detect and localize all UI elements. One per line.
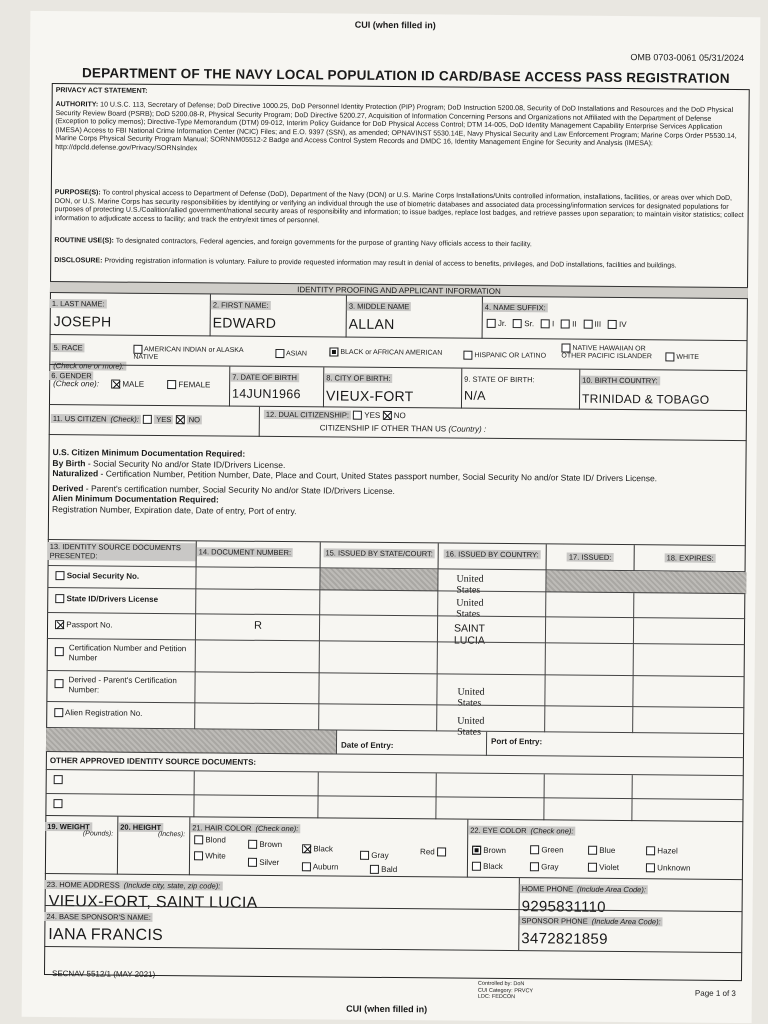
home-address-value: VIEUX-FORT, SAINT LUCIA bbox=[48, 893, 258, 912]
eye-blue-checkbox[interactable] bbox=[588, 846, 597, 855]
weight-field[interactable] bbox=[45, 816, 118, 875]
dual-yes-checkbox[interactable] bbox=[353, 411, 362, 420]
state-of-birth-label: 9. STATE OF BIRTH: bbox=[464, 374, 535, 385]
col-16-header: 16. ISSUED BY COUNTRY: bbox=[445, 549, 539, 560]
form-number: SECNAV 5512/1 (MAY 2021) bbox=[51, 969, 156, 979]
hair-brown-checkbox[interactable] bbox=[248, 840, 257, 849]
race-asian bbox=[275, 349, 307, 358]
home-phone-hint: (Include Area Code): bbox=[576, 884, 646, 895]
alien-checkbox[interactable] bbox=[54, 708, 63, 717]
race-american-indian-label: AMERICAN INDIAN or ALASKA NATIVE bbox=[133, 346, 244, 362]
race-label: 5. RACE bbox=[53, 343, 83, 353]
ssn-checkbox[interactable] bbox=[55, 571, 64, 580]
first-name-value: EDWARD bbox=[212, 314, 277, 331]
eye-hazel-checkbox[interactable] bbox=[646, 847, 655, 856]
eye-black-checkbox[interactable] bbox=[472, 862, 481, 871]
date-of-entry-label: Date of Entry: bbox=[340, 740, 394, 751]
row-sponsor bbox=[44, 905, 742, 953]
other-citizenship-hint: (Country) : bbox=[448, 424, 487, 434]
city-of-birth-value: VIEUX-FORT bbox=[325, 387, 414, 405]
race-asian-checkbox[interactable] bbox=[275, 349, 284, 358]
eye-gray-checkbox[interactable] bbox=[530, 863, 539, 872]
suffix-iii-checkbox[interactable] bbox=[583, 320, 592, 329]
race-native-hawaiian-checkbox[interactable] bbox=[561, 343, 570, 352]
hair-auburn-checkbox[interactable] bbox=[302, 863, 311, 872]
other-citizenship[interactable] bbox=[320, 423, 486, 433]
race-hint: (Check one or more): bbox=[53, 361, 125, 371]
race-white bbox=[665, 352, 699, 361]
us-citizen-field bbox=[49, 405, 259, 437]
suffix-sr-checkbox[interactable] bbox=[513, 319, 522, 328]
race-american-indian bbox=[133, 345, 263, 363]
hair-color-label: 21. HAIR COLOR bbox=[192, 823, 252, 833]
sponsor-name-label: 24. BASE SPONSOR'S NAME: bbox=[46, 912, 151, 922]
race-native-hawaiian bbox=[561, 343, 661, 360]
section-identity: IDENTITY PROOFING AND APPLICANT INFORMATION bbox=[50, 281, 748, 299]
naturalized-line: Naturalized - Certification Number, Petition Number, Date, Place and Court, United States passport number, Social Security No and/or State ID/ Drivers License. bbox=[52, 468, 658, 484]
ldc: LDC: FEDCON bbox=[477, 993, 516, 1001]
suffix-ii-checkbox[interactable] bbox=[561, 320, 570, 329]
derived-country[interactable]: United States bbox=[457, 686, 485, 709]
us-citizen-no-label: NO bbox=[188, 415, 201, 425]
dual-citizenship-label: 12. DUAL CITIZENSHIP: bbox=[265, 409, 350, 420]
gender-label: 6. GENDER bbox=[51, 371, 92, 381]
us-citizen-yes-checkbox[interactable] bbox=[143, 415, 152, 424]
race-american-indian-checkbox[interactable] bbox=[133, 345, 142, 354]
hair-white-checkbox[interactable] bbox=[194, 852, 203, 861]
race-white-label: WHITE bbox=[676, 353, 699, 362]
dual-yes-label: YES bbox=[364, 410, 381, 420]
cui-footer: CUI (when filled in) bbox=[346, 1003, 428, 1015]
sponsor-phone-value: 3472821859 bbox=[521, 930, 608, 948]
hair-black-label: Black bbox=[313, 844, 333, 854]
ssn-label: Social Security No. bbox=[66, 571, 140, 581]
hair-red-checkbox[interactable] bbox=[437, 848, 446, 857]
passport-checkbox[interactable] bbox=[55, 620, 64, 629]
form-title: DEPARTMENT OF THE NAVY LOCAL POPULATION ID CARD/BASE ACCESS PASS REGISTRATION bbox=[81, 65, 730, 86]
us-citizen-yes-label: YES bbox=[156, 414, 172, 425]
disclosure-paragraph: DISCLOSURE: Providing registration information is voluntary. Failure to provide requested information may result in denial of access to benefits, privileges, and DoD installations, facilities and buildings. bbox=[54, 257, 677, 270]
suffix-i-label: I bbox=[551, 319, 555, 329]
home-address-label: 23. HOME ADDRESS bbox=[46, 880, 120, 890]
derived-line: Derived - Parent's certification number, Social Security No and/or State ID/Drivers License. bbox=[52, 482, 396, 496]
other-doc-1-checkbox[interactable] bbox=[54, 775, 63, 784]
eye-unknown-checkbox[interactable] bbox=[646, 864, 655, 873]
suffix-sr-label: Sr. bbox=[524, 319, 535, 329]
home-phone-label: HOME PHONE bbox=[521, 884, 574, 894]
col-13-header: 13. IDENTITY SOURCE DOCUMENTS PRESENTED: bbox=[48, 542, 196, 561]
suffix-iv-checkbox[interactable] bbox=[608, 320, 617, 329]
eye-violet-label: Violet bbox=[599, 862, 620, 873]
name-suffix-field bbox=[482, 297, 748, 341]
gender-male-checkbox[interactable] bbox=[111, 380, 120, 389]
dob-field[interactable] bbox=[229, 367, 323, 408]
port-of-entry-label: Port of Entry: bbox=[491, 736, 543, 747]
hair-white-label: White bbox=[205, 851, 226, 861]
eye-blue-label: Blue bbox=[599, 845, 616, 855]
alien-doc-line: Registration Number, Expiration date, Date of entry, Port of entry. bbox=[52, 504, 297, 517]
routine-paragraph: ROUTINE USE(S): To designated contractors, Federal agencies, and foreign governments for the purpose of granting Navy officials access to their facility. bbox=[54, 237, 532, 249]
first-name-field[interactable] bbox=[210, 294, 346, 337]
suffix-ii-label: II bbox=[572, 319, 577, 329]
eye-green-label: Green bbox=[541, 845, 564, 855]
middle-name-field[interactable] bbox=[346, 296, 482, 339]
middle-name-label: 3. MIDDLE NAME bbox=[348, 301, 410, 312]
cui-category: CUI Category: PRVCY bbox=[477, 987, 534, 994]
weight-label: 19. WEIGHT bbox=[47, 822, 90, 832]
authority-paragraph: AUTHORITY: 10 U.S.C. 113, Secretary of Defense; DoD Directive 1000.25, DoD Personnel Identity Protection (PIP) Program; DoD Instruction 5200.08, Security of DoD Installations and Resources and the DoD Physical Security Review Board (PSRB); DoD 5200.08-R, Physical Security Program; DoD Directive 5200.27, Acquisition of Information Concerning Persons and Organizations not Affiliated with the Department of Defense (Exception to policy memos); Directive-Type Memorandum (DTM) 09-012, Interim Policy Guidance for DoD Physical Access Control; DTM 14-005, DoD Identity Management Capability Enterprise Services Application (IMESA) Access to FBI National Crime Information Center (NCIC) Files; and E.O. 9397 (SSN), as amended; OPNAVINST 5530.14E, Navy Physical Security and Law Enforcement Program; Marine Corps Order P5530.14, Marine Corps Physical Security Program Manual; SORNNM05512-2 Badge and Access Control System Records and DMDC 16, Identity Management Engine for Security and Analysis (IMESA): http://dpcld.defense.gov/Privacy/SORNsIndex bbox=[55, 101, 737, 153]
passport-label: Passport No. bbox=[66, 620, 113, 630]
eye-green-checkbox[interactable] bbox=[530, 846, 539, 855]
sponsor-phone-field[interactable] bbox=[518, 910, 742, 952]
eye-color-field bbox=[467, 820, 743, 880]
sponsor-phone-label: SPONSOR PHONE bbox=[521, 916, 588, 926]
last-name-field[interactable] bbox=[50, 293, 210, 336]
state-id-country[interactable]: United States bbox=[456, 597, 484, 620]
alien-doc-heading: Alien Minimum Documentation Required: bbox=[52, 493, 219, 505]
dual-no-checkbox[interactable] bbox=[382, 411, 391, 420]
height-unit: (Inches): bbox=[157, 830, 186, 839]
passport-country[interactable]: SAINT LUCIA bbox=[453, 622, 485, 647]
hair-gray-label: Gray bbox=[371, 850, 389, 860]
state-id-label: State ID/Drivers License bbox=[66, 594, 159, 604]
gender-female-label: FEMALE bbox=[178, 380, 211, 390]
sponsor-name-field[interactable] bbox=[44, 906, 518, 950]
birth-country-value: TRINIDAD & TOBAGO bbox=[581, 391, 710, 407]
passport-number[interactable]: R bbox=[253, 619, 263, 632]
us-citizen-no-checkbox[interactable] bbox=[175, 416, 184, 425]
cui-header: CUI (when filled in) bbox=[354, 19, 436, 31]
city-of-birth-field[interactable] bbox=[323, 367, 461, 408]
sponsor-name-value: IANA FRANCIS bbox=[48, 926, 164, 945]
col-17-header: 17. ISSUED: bbox=[568, 552, 612, 562]
cert-label: Certification Number and Petition Number bbox=[68, 643, 187, 663]
birth-country-field[interactable] bbox=[579, 370, 747, 411]
col-14-header: 14. DOCUMENT NUMBER: bbox=[198, 547, 292, 558]
birth-country-label: 10. BIRTH COUNTRY: bbox=[582, 375, 658, 386]
sponsor-phone-hint: (Include Area Code): bbox=[591, 916, 661, 927]
eye-violet-checkbox[interactable] bbox=[588, 863, 597, 872]
suffix-jr-checkbox[interactable] bbox=[487, 319, 496, 328]
hair-silver-checkbox[interactable] bbox=[248, 858, 257, 867]
home-phone-field[interactable] bbox=[519, 878, 743, 916]
us-citizen-label: 11. US CITIZEN bbox=[52, 414, 107, 424]
hair-bald-label: Bald bbox=[381, 864, 398, 875]
controlled-by: Controlled by: DoN bbox=[477, 980, 525, 988]
col-18-header: 18. EXPIRES: bbox=[666, 553, 714, 563]
hair-bald-checkbox[interactable] bbox=[370, 865, 379, 874]
ssn-country[interactable]: United States bbox=[456, 573, 484, 596]
other-docs-label: OTHER APPROVED IDENTITY SOURCE DOCUMENTS: bbox=[49, 756, 257, 767]
race-native-hawaiian-label: NATIVE HAWAIIAN OR OTHER PACIFIC ISLANDER bbox=[561, 344, 652, 361]
page-number: Page 1 of 3 bbox=[694, 988, 736, 999]
state-id-checkbox[interactable] bbox=[55, 594, 64, 603]
suffix-i-checkbox[interactable] bbox=[541, 320, 550, 329]
middle-name-value: ALLAN bbox=[348, 315, 395, 333]
suffix-options bbox=[487, 319, 627, 330]
gender-male-label: MALE bbox=[122, 379, 145, 389]
us-doc-heading: U.S. Citizen Minimum Documentation Required: bbox=[52, 447, 246, 459]
hair-auburn-label: Auburn bbox=[312, 862, 339, 872]
other-citizenship-label: CITIZENSHIP IF OTHER THAN US bbox=[319, 423, 447, 434]
alien-label: Alien Registration No. bbox=[65, 708, 143, 718]
derived-label: Derived - Parent's Certification Number: bbox=[68, 675, 177, 695]
race-hispanic-checkbox[interactable] bbox=[463, 351, 472, 360]
gender-female-checkbox[interactable] bbox=[167, 380, 176, 389]
last-name-value: JOSEPH bbox=[53, 313, 112, 330]
hair-blond-label: Blond bbox=[205, 835, 226, 845]
dual-no-label: NO bbox=[393, 411, 406, 421]
race-white-checkbox[interactable] bbox=[665, 352, 674, 361]
row-names bbox=[50, 292, 748, 341]
eye-black-label: Black bbox=[483, 861, 503, 871]
form-page bbox=[22, 11, 761, 1023]
first-name-label: 2. FIRST NAME: bbox=[212, 300, 269, 310]
us-citizen-hint: (Check): bbox=[110, 414, 139, 424]
suffix-iv-label: IV bbox=[619, 319, 627, 330]
privacy-heading: PRIVACY ACT STATEMENT: bbox=[55, 87, 148, 95]
race-black-label: BLACK or AFRICAN AMERICAN bbox=[340, 348, 443, 357]
gender-field bbox=[49, 365, 229, 407]
state-of-birth-field[interactable] bbox=[461, 369, 579, 410]
hair-brown-label: Brown bbox=[259, 839, 283, 850]
eye-unknown-label: Unknown bbox=[657, 863, 691, 873]
home-phone-value: 9295831110 bbox=[521, 898, 606, 916]
hair-color-field bbox=[189, 817, 467, 877]
by-birth-line: By Birth - Social Security No and/or State ID/Drivers License. bbox=[52, 457, 286, 470]
cui-designation bbox=[478, 981, 533, 1001]
weight-unit: (Pounds): bbox=[82, 830, 114, 838]
suffix-jr-label: Jr. bbox=[497, 318, 507, 328]
alien-country[interactable]: United States bbox=[457, 715, 485, 738]
race-hispanic bbox=[463, 351, 546, 361]
hair-silver-label: Silver bbox=[259, 857, 280, 868]
hair-color-hint: (Check one): bbox=[255, 823, 299, 834]
hair-gray-checkbox[interactable] bbox=[360, 851, 369, 860]
city-of-birth-label: 8. CITY OF BIRTH: bbox=[326, 373, 391, 383]
height-field[interactable] bbox=[117, 817, 190, 876]
race-black-checkbox[interactable] bbox=[329, 347, 338, 356]
documentation-requirements bbox=[48, 434, 747, 546]
omb-number: OMB 0703-0061 05/31/2024 bbox=[630, 52, 745, 64]
home-address-hint: (Include city, state, zip code): bbox=[123, 880, 221, 891]
name-suffix-label: 4. NAME SUFFIX: bbox=[484, 302, 546, 313]
eye-hazel-label: Hazel bbox=[657, 846, 678, 856]
eye-color-hint: (Check one): bbox=[530, 826, 574, 836]
purpose-paragraph: PURPOSE(S): To control physical access to Department of Defense (DoD), Department of the Navy (DON) or U.S. Marine Corps Installations/Units controlled information, installations, facilities, or areas over which DoD, DON, or U.S. Marine Corps has security responsibilities by identifying or verifying an individual through the use of biometric databases and associated data processing/information services for designated populations for purposes of protecting U.S./Coalition/allied government/national security areas of responsibility and information; to issue badges, replace lost badges, and retrieve passes upon separation; to maintain visitor statistics; collect information to adjudicate access to facility; and track the entry/exit times of personnel. bbox=[54, 189, 744, 225]
derived-checkbox[interactable] bbox=[54, 679, 63, 688]
hair-red-label: Red bbox=[420, 847, 435, 857]
eye-brown-checkbox[interactable] bbox=[472, 846, 481, 855]
suffix-iii-label: III bbox=[594, 319, 602, 329]
race-black bbox=[329, 347, 442, 357]
race-hispanic-label: HISPANIC OR LATINO bbox=[474, 352, 547, 360]
col-15-header: 15. ISSUED BY STATE/COURT: bbox=[325, 548, 433, 559]
race-asian-label: ASIAN bbox=[285, 350, 308, 358]
last-name-label: 1. LAST NAME: bbox=[51, 299, 105, 309]
dob-label: 7. DATE OF BIRTH bbox=[232, 372, 297, 383]
hair-black-checkbox[interactable] bbox=[302, 845, 311, 854]
gender-hint: (Check one): bbox=[53, 379, 99, 389]
hair-blond-checkbox[interactable] bbox=[194, 836, 203, 845]
state-of-birth-value: N/A bbox=[464, 388, 486, 403]
eye-color-label: 22. EYE COLOR bbox=[470, 825, 527, 836]
other-doc-2-checkbox[interactable] bbox=[53, 799, 62, 808]
dob-value: 14JUN1966 bbox=[232, 386, 301, 402]
gender-male bbox=[111, 380, 144, 390]
height-label: 20. HEIGHT bbox=[120, 822, 162, 833]
row-physical bbox=[45, 815, 743, 880]
cert-checkbox[interactable] bbox=[55, 647, 64, 656]
gender-female bbox=[167, 380, 210, 390]
eye-brown-label: Brown bbox=[483, 845, 507, 856]
eye-gray-label: Gray bbox=[541, 862, 559, 872]
